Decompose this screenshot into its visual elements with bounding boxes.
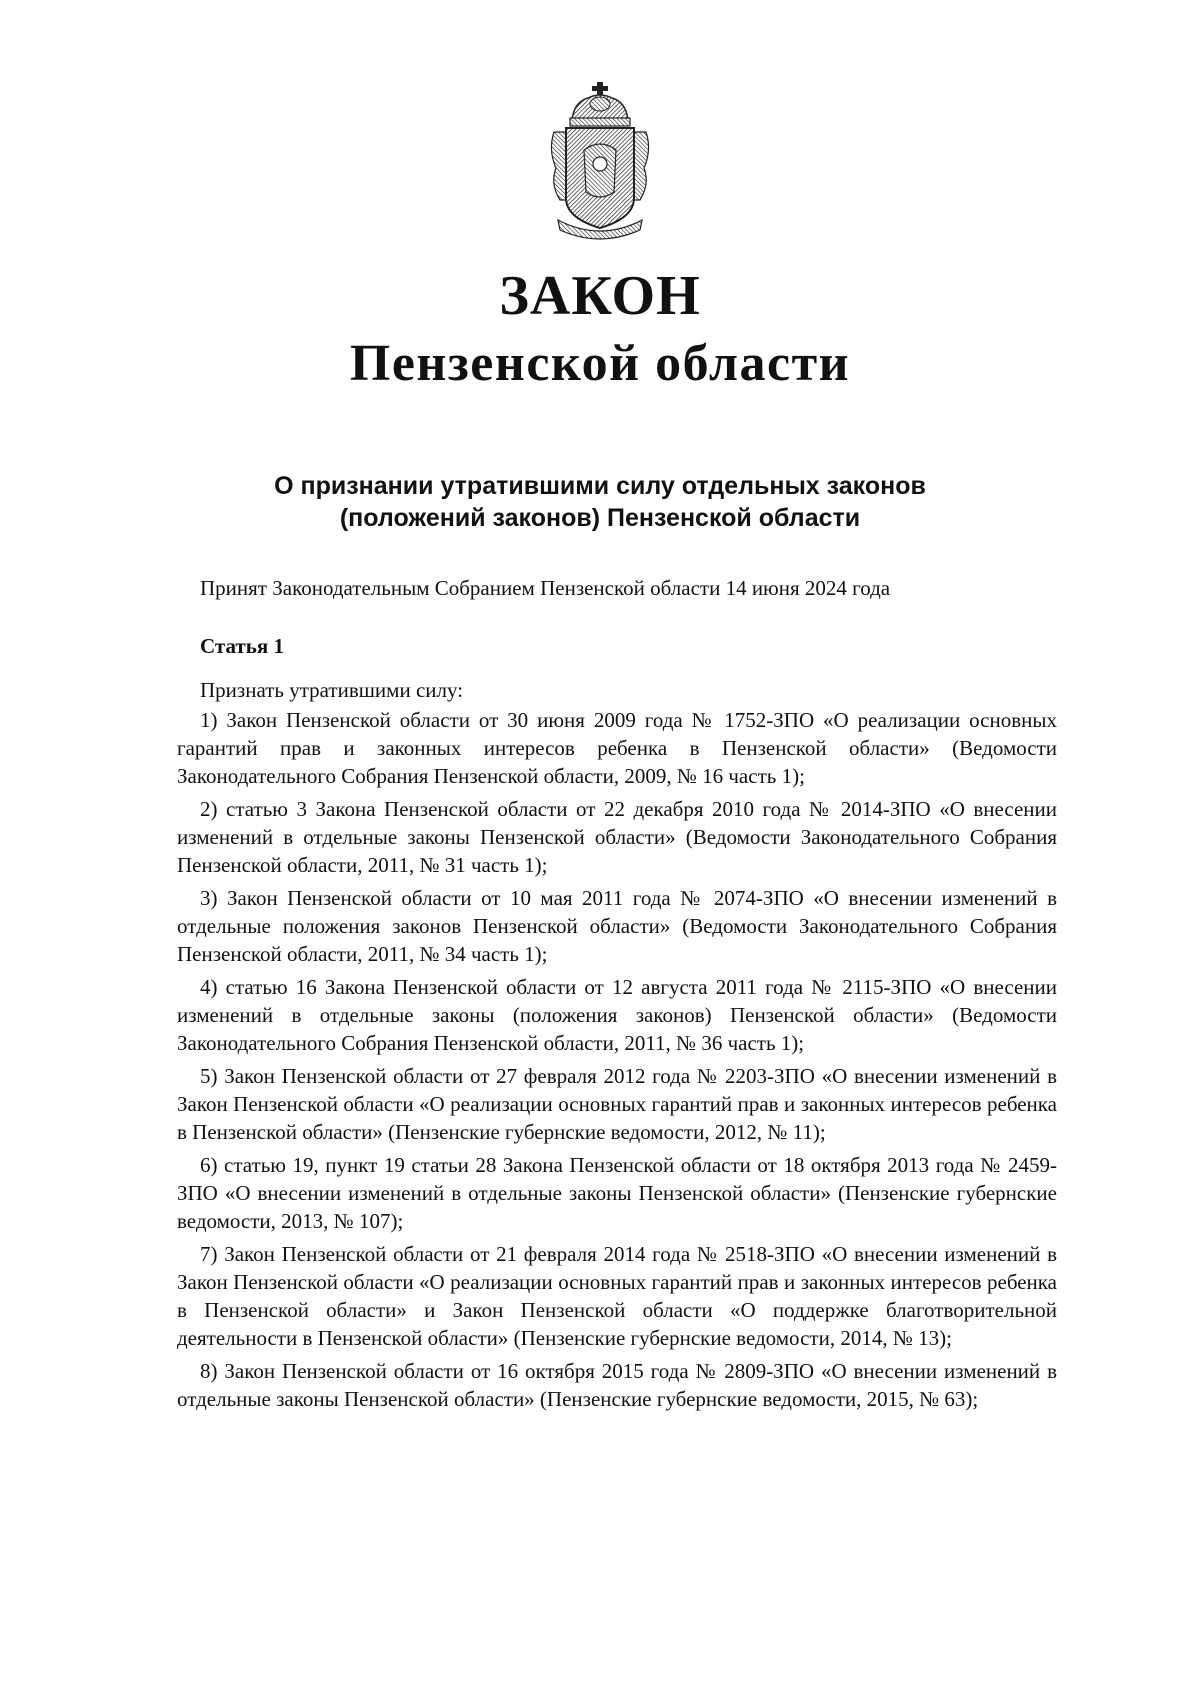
list-item: 3) Закон Пензенской области от 10 мая 2011 года № 2074-ЗПО «О внесении изменений в отдельные положения законов Пензенской области» (Ведомости Законодательного Собрания Пензенской области, 2011, № 34 часть 1); (177, 886, 1057, 966)
list-item: 2) статью 3 Закона Пензенской области от 22 декабря 2010 года № 2014-ЗПО «О внесении изменений в отдельные законы Пензенской области» (Ведомости Законодательного Собрания Пензенской области, 2011, № 31 часть 1); (177, 797, 1057, 877)
law-region: Пензенской области (349, 335, 851, 392)
coat-of-arms-icon (544, 80, 656, 240)
list-item: 8) Закон Пензенской области от 16 октября 2015 года № 2809-ЗПО «О внесении изменений в отдельные законы Пензенской области» (Пензенские губернские ведомости, 2015, № 63); (177, 1359, 1057, 1411)
subject-line-2: (положений законов) Пензенской области (339, 504, 861, 532)
article-heading: Статья 1 (200, 634, 284, 658)
law-subject (0, 470, 1200, 534)
list-item: 5) Закон Пензенской области от 27 февраля 2012 года № 2203-ЗПО «О внесении изменений в Закон Пензенской области «О реализации основных гарантий прав и законных интересов ребенка в Пензенской области» (Пензенские губернские ведомости, 2012, № 11); (177, 1064, 1057, 1144)
subject-line-1: О признании утратившими силу отдельных законов (274, 472, 926, 500)
article-intro: Признать утратившими силу: (200, 678, 464, 702)
list-item: 7) Закон Пензенской области от 21 февраля 2014 года № 2518-ЗПО «О внесении изменений в Закон Пензенской области «О реализации основных гарантий прав и законных интересов ребенка в Пензенской области» и Закон Пензенской области «О поддержке благотворительной деятельности в Пензенской области» (Пензенские губернские ведомости, 2014, № 13); (177, 1242, 1057, 1350)
list-item: 1) Закон Пензенской области от 30 июня 2009 года № 1752-ЗПО «О реализации основных гарантий прав и законных интересов ребенка в Пензенской области» (Ведомости Законодательного Собрания Пензенской области, 2009, № 16 часть 1); (177, 708, 1057, 788)
list-item: 4) статью 16 Закона Пензенской области от 12 августа 2011 года № 2115-ЗПО «О внесении изменений в отдельные законы (положения законов) Пензенской области» (Ведомости Законодательного Собрания Пензенской области, 2011, № 36 часть 1); (177, 975, 1057, 1055)
list-item: 6) статью 19, пункт 19 статьи 28 Закона Пензенской области от 18 октября 2013 года № 2459-ЗПО «О внесении изменений в отдельные законы Пензенской области» (Пензенские губернские ведомости, 2013, № 107); (177, 1153, 1057, 1233)
law-title: ЗАКОН (499, 265, 701, 327)
article-body (177, 676, 1057, 1418)
adoption-note: Принят Законодательным Собранием Пензенской области 14 июня 2024 года (200, 576, 891, 600)
